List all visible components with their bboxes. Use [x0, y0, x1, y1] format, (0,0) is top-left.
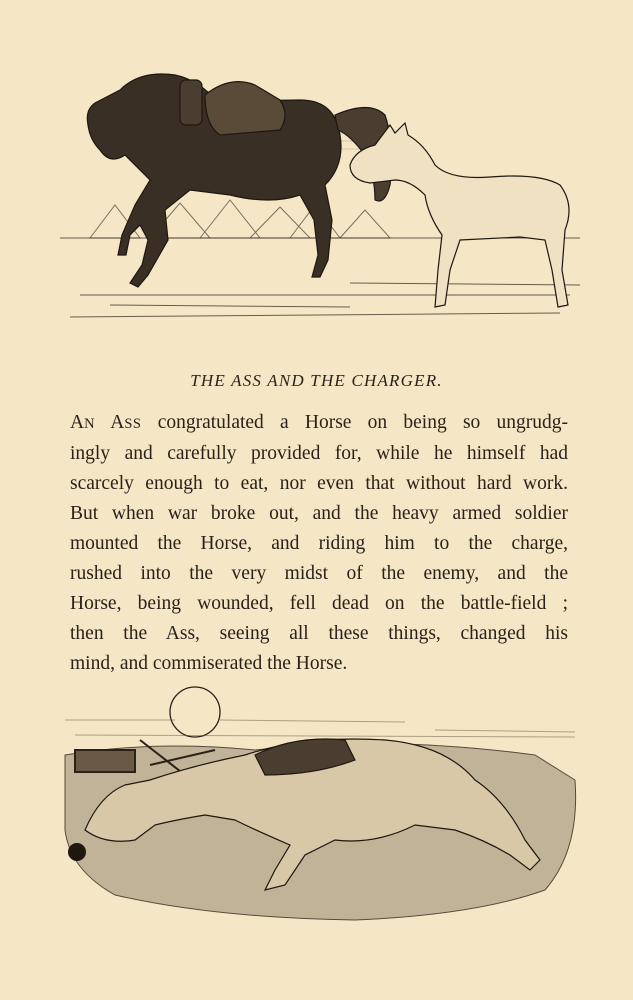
cannonball: [68, 843, 86, 861]
text-line: ingly and carefully provided for, while he himself had: [70, 443, 568, 464]
text-line: then the Ass, seeing all these things, changed his: [70, 623, 568, 644]
horse-and-ass-illustration: [50, 55, 590, 335]
charger-horse: [87, 74, 391, 287]
sun: [170, 687, 220, 737]
text-line: mind, and commiserated the Horse.: [70, 653, 348, 674]
dropcap-word-2-rest: SS: [124, 416, 142, 432]
text-line: [70, 408, 568, 439]
text-line: scarcely enough to eat, nor even that without hard work.: [70, 473, 568, 494]
line-1-rest: congratulated a Horse on being so ungrudg-: [141, 412, 568, 433]
dropcap-word-1-initial: A: [70, 412, 85, 433]
text-line: mounted the Horse, and riding him to the charge,: [70, 533, 568, 554]
ass: [350, 123, 569, 307]
text-line: Horse, being wounded, fell dead on the battle-field ;: [70, 593, 568, 614]
fable-text: [70, 408, 568, 679]
dropcap-word-1-rest: N: [84, 416, 96, 432]
fable-title: THE ASS AND THE CHARGER.: [190, 371, 443, 390]
fallen-horse-illustration: [55, 680, 585, 930]
sky-hatching: [65, 720, 575, 737]
dropcap-word-2-initial: A: [110, 412, 125, 433]
text-line: But when war broke out, and the heavy armed soldier: [70, 503, 568, 524]
text-line: rushed into the very midst of the enemy, and the: [70, 563, 568, 584]
